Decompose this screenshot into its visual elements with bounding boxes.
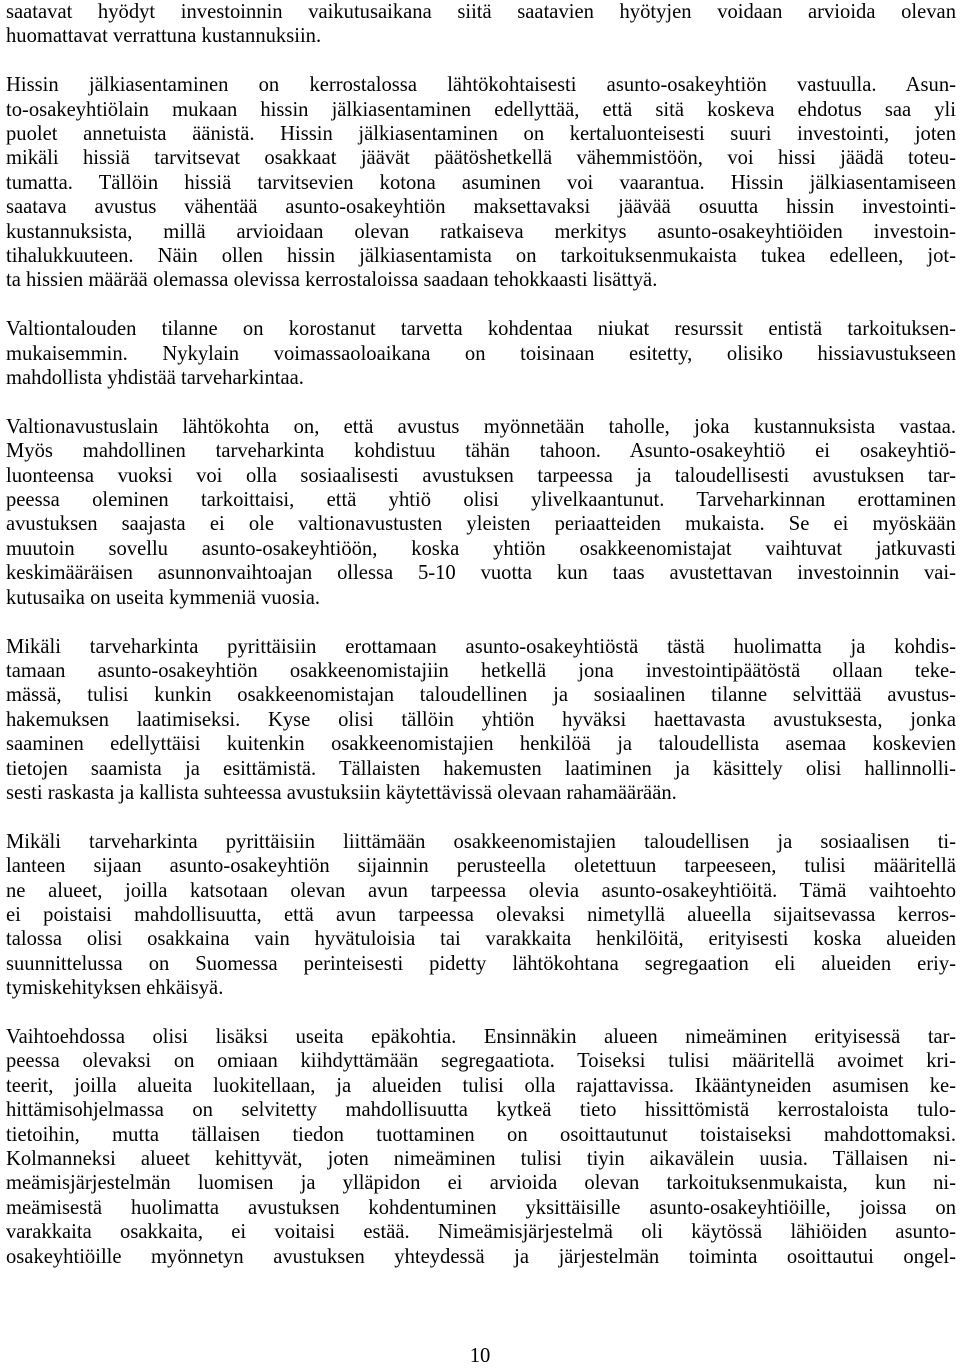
paragraph: [6, 1025, 956, 1269]
text-line: lanteen sijaan asunto-osakeyhtiön sijainnin perusteella oletettuun tarpeeseen, tulisi määritellä: [6, 855, 956, 878]
text-line: varakkaita osakkaita, ei voitaisi estää. Nimeämisjärjestelmä oli käytössä lähiöiden asunto-: [6, 1221, 956, 1244]
text-line: mikäli hissiä tarvitsevat osakkaat jäävät päätöshetkellä vähemmistöön, voi hissi jäädä toteu-: [6, 147, 956, 170]
text-line: sesti raskasta ja kallista suhteessa avustuksiin käytettävissä olevaan rahamäärään.: [6, 781, 677, 804]
text-line: meämisjärjestelmän luomisen ja ylläpidon ei arvioida olevan tarkoituksenmukaista, kun ni-: [6, 1172, 956, 1195]
text-line: Mikäli tarveharkinta pyrittäisiin liittämään osakkeenomistajien taloudellisen ja sosiaalisen ti-: [6, 830, 956, 853]
text-line: kutusaika on useita kymmeniä vuosia.: [6, 586, 320, 609]
text-line: luonteensa vuoksi voi olla sosiaalisesti avustuksen tarpeessa ja taloudellisesti avustuksen tar-: [6, 464, 956, 487]
text-line: hakemuksen laatimiseksi. Kyse olisi tällöin yhtiön hyväksi haettavasta avustuksesta, jonka: [6, 708, 956, 731]
text-line: saatava avustus vähentää asunto-osakeyhtiön maksettavaksi jäävää osuutta hissin investointi-: [6, 196, 956, 219]
text-line: avustuksen saajasta ei ole valtionavustusten yleisten periaatteiden mukaista. Se ei myöskään: [6, 513, 956, 536]
text-line: suunnittelussa on Suomessa perinteisesti pidetty lähtökohtana segregaation eli alueiden eriy-: [6, 952, 956, 975]
text-line: ta hissien määrää olemassa olevissa kerrostaloissa saadaan tehokkaasti lisättyä.: [6, 269, 658, 292]
text-line: puolet annetuista äänistä. Hissin jälkiasentaminen on kertaluonteisesti suuri investointi, joten: [6, 123, 956, 146]
text-line: mahdollista yhdistää tarveharkintaa.: [6, 367, 304, 390]
paragraph: [6, 73, 956, 293]
text-line: hittämisohjelmassa on selvitetty mahdollisuutta kytkeä tieto hissittömistä kerrostaloista tulo-: [6, 1099, 956, 1122]
text-line: keskimääräisen asunnonvaihtoajan ollessa 5-10 vuotta kun taas avustettavan investoinnin vai-: [6, 562, 956, 585]
paragraph: [6, 830, 956, 1001]
page-number: 10: [469, 1345, 491, 1367]
text-line: meämisestä huolimatta avustuksen kohdentuminen yksittäisille asunto-osakeyhtiöille, joissa on: [6, 1196, 956, 1219]
text-line: kustannuksista, millä arvioidaan olevan ratkaiseva merkitys asunto-osakeyhtiöiden investoin-: [6, 220, 956, 243]
text-line: peessa oleminen tarkoittaisi, että yhtiö olisi ylivelkaantunut. Tarveharkinnan erottaminen: [6, 489, 956, 512]
text-line: tihalukkuuteen. Näin ollen hissin jälkiasentamista on tarkoituksenmukaista tukea edelleen, jot-: [6, 245, 956, 268]
text-line: ei poistaisi mahdollisuutta, että avun tarpeessa olevaksi nimetyllä alueella sijaitsevassa kerros-: [6, 903, 956, 926]
text-line: ne alueet, joilla katsotaan olevan avun tarpeessa olevia asunto-osakeyhtiöitä. Tämä vaihtoehto: [6, 879, 956, 902]
paragraph: [6, 635, 956, 806]
text-line: Myös mahdollinen tarveharkinta kohdistuu tähän tahoon. Asunto-osakeyhtiö ei osakeyhtiö-: [6, 440, 956, 463]
text-line: teerit, joilla alueita luokitellaan, ja alueiden tulisi olla rajattavissa. Ikääntyneiden asumisen ke-: [6, 1074, 956, 1097]
paragraph: [6, 0, 956, 49]
text-line: Valtiontalouden tilanne on korostanut tarvetta kohdentaa niukat resurssit entistä tarkoituksen-: [6, 318, 956, 341]
text-line: Valtionavustuslain lähtökohta on, että avustus myönnetään taholle, joka kustannuksista vastaa.: [6, 415, 956, 438]
text-line: tumatta. Tällöin hissiä tarvitsevien kotona asuminen voi vaarantua. Hissin jälkiasentamiseen: [6, 171, 956, 194]
text-line: osakeyhtiöille myönnetyn avustuksen yhteydessä ja järjestelmän toiminta osoittautui ongel-: [6, 1245, 956, 1268]
text-line: talossa olisi osakkaina vain hyvätuloisia tai varakkaita henkilöitä, erityisesti koska alueiden: [6, 928, 956, 951]
text-line: Hissin jälkiasentaminen on kerrostalossa lähtökohtaisesti asunto-osakeyhtiön vastuulla. Asun-: [6, 74, 956, 97]
text-line: to-osakeyhtiölain mukaan hissin jälkiasentaminen edellyttää, että sitä koskeva ehdotus saa yli: [6, 98, 956, 121]
text-line: saatavat hyödyt investoinnin vaikutusaikana siitä saatavien hyötyjen voidaan arvioida olevan: [6, 1, 956, 23]
text-line: peessa olevaksi on omiaan kiihdyttämään segregaatiota. Toiseksi tulisi määritellä avoimet kri-: [6, 1050, 956, 1073]
text-line: saaminen edellyttäisi kuitenkin osakkeenomistajien henkilöä ja taloudellista asemaa koskevien: [6, 733, 956, 756]
text-line: Kolmanneksi alueet kehittyvät, joten nimeäminen tulisi tiyin aikavälein uusia. Tällaisen ni-: [6, 1148, 956, 1170]
text-line: tietojen saamista ja esittämistä. Tällaisten hakemusten laatiminen ja käsittely olisi hallinnolli-: [6, 757, 956, 780]
paragraph: [6, 415, 956, 610]
text-line: Vaihtoehdossa olisi lisäksi useita epäkohtia. Ensinnäkin alueen nimeäminen erityisessä tar-: [6, 1025, 956, 1048]
text-line: huomattavat verrattuna kustannuksiin.: [6, 25, 322, 48]
text-line: mukaisemmin. Nykylain voimassaoloaikana on toisinaan esitetty, olisiko hissiavustukseen: [6, 342, 956, 365]
text-line: tamaan asunto-osakeyhtiön osakkeenomistajiin hetkellä jona investointipäätöstä ollaan teke-: [6, 659, 956, 682]
text-line: muutoin sovellu asunto-osakeyhtiöön, koska yhtiön osakkeenomistajat vaihtuvat jatkuvasti: [6, 537, 956, 560]
text-line: tymiskehityksen ehkäisyä.: [6, 977, 224, 1000]
text-line: Mikäli tarveharkinta pyrittäisiin erottamaan asunto-osakeyhtiöstä tästä huolimatta ja kohdis-: [6, 635, 956, 658]
text-line: tietoihin, mutta tällaisen tiedon tuottaminen on osoittautunut toistaiseksi mahdottomaksi.: [6, 1123, 956, 1146]
document-page: [6, 0, 956, 1293]
text-line: mässä, tulisi kunkin osakkeenomistajan taloudellinen ja sosiaalinen tilanne selvittää avustus-: [6, 684, 956, 707]
paragraph: [6, 317, 956, 390]
